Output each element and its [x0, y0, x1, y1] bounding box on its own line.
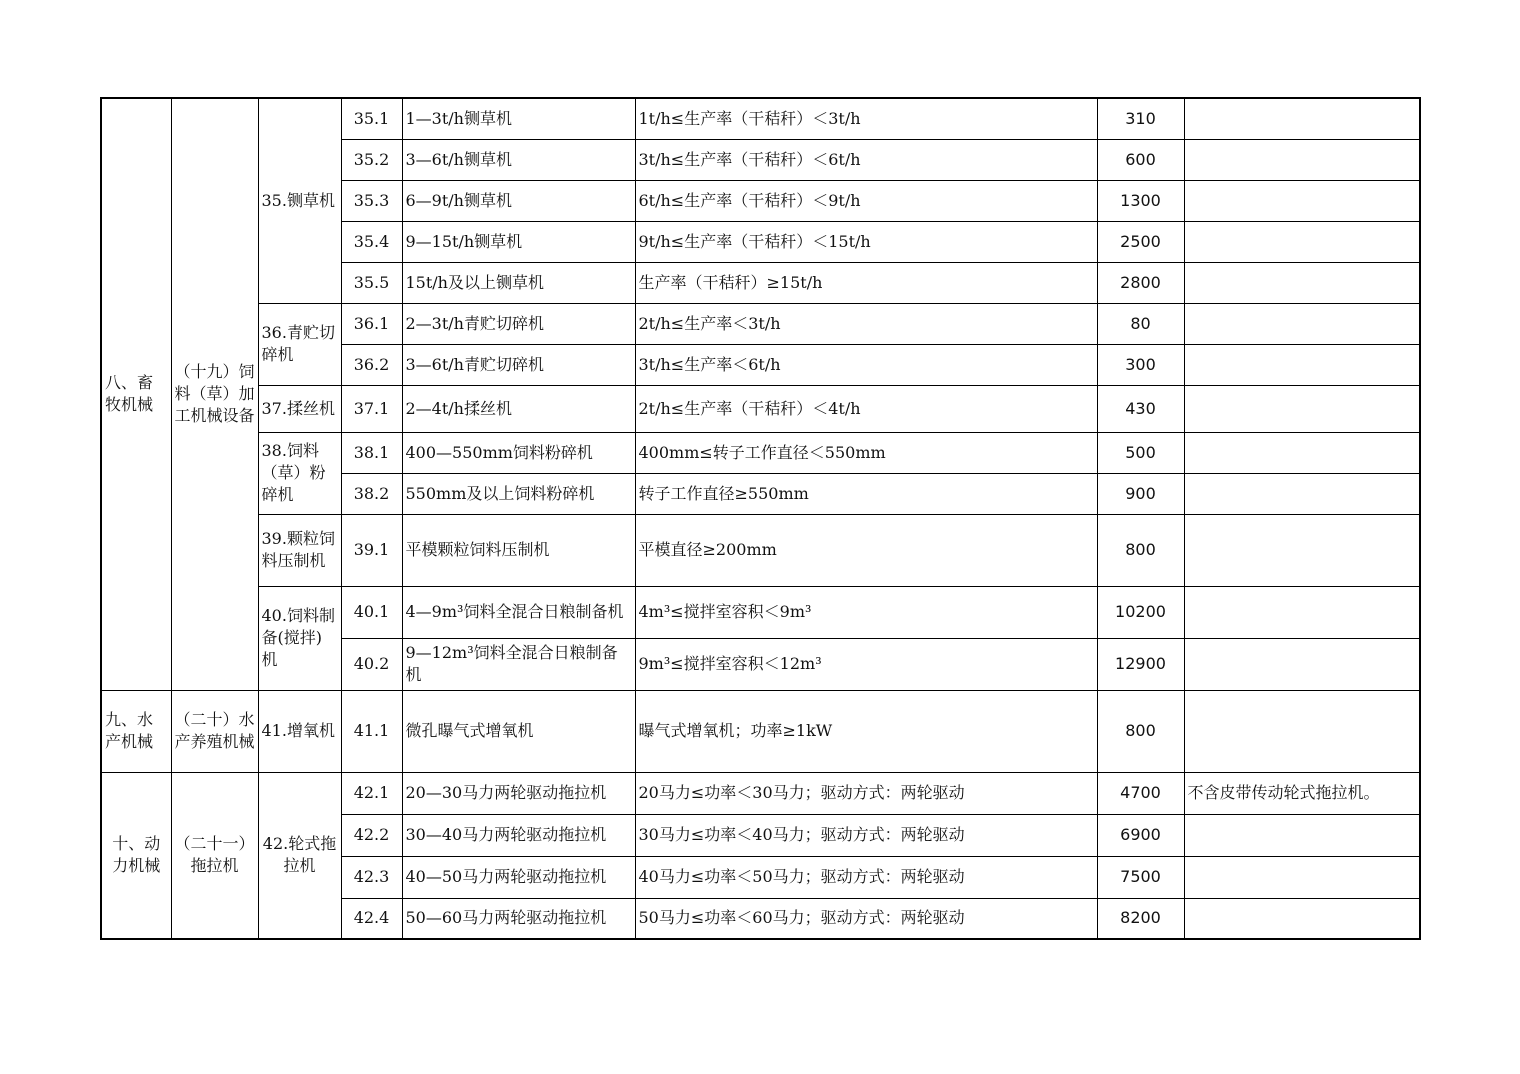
note-cell	[1184, 344, 1420, 385]
note-cell: 不含皮带传动轮式拖拉机。	[1184, 772, 1420, 814]
amount-cell: 300	[1097, 344, 1184, 385]
code-cell: 37.1	[341, 385, 402, 432]
subsidy-table	[100, 97, 1421, 940]
amount-cell: 6900	[1097, 814, 1184, 856]
amount-cell: 1300	[1097, 180, 1184, 221]
item-name-cell: 4—9m³饲料全混合日粮制备机	[402, 586, 635, 638]
item-category-cell: 42.轮式拖拉机	[258, 772, 341, 939]
spec-cell: 4m³≤搅拌室容积＜9m³	[635, 586, 1097, 638]
minor-category-cell: （二十）水产养殖机械	[171, 690, 258, 772]
code-cell: 39.1	[341, 514, 402, 586]
amount-cell: 600	[1097, 139, 1184, 180]
item-name-cell: 400—550mm饲料粉碎机	[402, 432, 635, 473]
amount-cell: 2800	[1097, 262, 1184, 303]
item-name-cell: 2—3t/h青贮切碎机	[402, 303, 635, 344]
code-cell: 40.1	[341, 586, 402, 638]
note-cell	[1184, 898, 1420, 939]
amount-cell: 800	[1097, 690, 1184, 772]
note-cell	[1184, 139, 1420, 180]
code-cell: 41.1	[341, 690, 402, 772]
item-category-cell: 36.青贮切碎机	[258, 303, 341, 385]
major-category-cell: 十、动力机械	[101, 772, 171, 939]
spec-cell: 平模直径≥200mm	[635, 514, 1097, 586]
item-category-cell: 37.揉丝机	[258, 385, 341, 432]
item-name-cell: 9—15t/h铡草机	[402, 221, 635, 262]
spec-cell: 50马力≤功率＜60马力；驱动方式：两轮驱动	[635, 898, 1097, 939]
code-cell: 35.5	[341, 262, 402, 303]
table-row	[101, 690, 1420, 772]
amount-cell: 2500	[1097, 221, 1184, 262]
item-name-cell: 2—4t/h揉丝机	[402, 385, 635, 432]
spec-cell: 400mm≤转子工作直径＜550mm	[635, 432, 1097, 473]
item-name-cell: 平模颗粒饲料压制机	[402, 514, 635, 586]
code-cell: 42.3	[341, 856, 402, 898]
note-cell	[1184, 690, 1420, 772]
amount-cell: 12900	[1097, 638, 1184, 690]
item-name-cell: 1—3t/h铡草机	[402, 98, 635, 139]
item-name-cell: 550mm及以上饲料粉碎机	[402, 473, 635, 514]
item-category-cell: 35.铡草机	[258, 98, 341, 303]
spec-cell: 6t/h≤生产率（干秸秆）＜9t/h	[635, 180, 1097, 221]
spec-cell: 40马力≤功率＜50马力；驱动方式：两轮驱动	[635, 856, 1097, 898]
spec-cell: 2t/h≤生产率（干秸秆）＜4t/h	[635, 385, 1097, 432]
spec-cell: 生产率（干秸秆）≥15t/h	[635, 262, 1097, 303]
table-row	[101, 432, 1420, 473]
amount-cell: 800	[1097, 514, 1184, 586]
item-category-cell: 38.饲料（草）粉碎机	[258, 432, 341, 514]
major-category-cell: 九、水产机械	[101, 690, 171, 772]
item-name-cell: 20—30马力两轮驱动拖拉机	[402, 772, 635, 814]
amount-cell: 7500	[1097, 856, 1184, 898]
note-cell	[1184, 514, 1420, 586]
code-cell: 36.1	[341, 303, 402, 344]
item-name-cell: 30—40马力两轮驱动拖拉机	[402, 814, 635, 856]
major-category-cell: 八、畜牧机械	[101, 98, 171, 690]
note-cell	[1184, 473, 1420, 514]
item-name-cell: 9—12m³饲料全混合日粮制备机	[402, 638, 635, 690]
table-body	[101, 98, 1420, 939]
item-name-cell: 40—50马力两轮驱动拖拉机	[402, 856, 635, 898]
spec-cell: 9t/h≤生产率（干秸秆）＜15t/h	[635, 221, 1097, 262]
code-cell: 42.1	[341, 772, 402, 814]
spec-cell: 9m³≤搅拌室容积＜12m³	[635, 638, 1097, 690]
item-category-cell: 39.颗粒饲料压制机	[258, 514, 341, 586]
code-cell: 38.2	[341, 473, 402, 514]
amount-cell: 8200	[1097, 898, 1184, 939]
table-row	[101, 514, 1420, 586]
note-cell	[1184, 586, 1420, 638]
amount-cell: 4700	[1097, 772, 1184, 814]
item-name-cell: 微孔曝气式增氧机	[402, 690, 635, 772]
item-name-cell: 3—6t/h铡草机	[402, 139, 635, 180]
item-category-cell: 41.增氧机	[258, 690, 341, 772]
spec-cell: 3t/h≤生产率（干秸秆）＜6t/h	[635, 139, 1097, 180]
note-cell	[1184, 856, 1420, 898]
table-row	[101, 385, 1420, 432]
spec-cell: 3t/h≤生产率＜6t/h	[635, 344, 1097, 385]
amount-cell: 430	[1097, 385, 1184, 432]
item-name-cell: 3—6t/h青贮切碎机	[402, 344, 635, 385]
code-cell: 35.2	[341, 139, 402, 180]
minor-category-cell: （十九）饲料（草）加工机械设备	[171, 98, 258, 690]
note-cell	[1184, 385, 1420, 432]
amount-cell: 80	[1097, 303, 1184, 344]
code-cell: 36.2	[341, 344, 402, 385]
item-category-cell: 40.饲料制备(搅拌)机	[258, 586, 341, 690]
code-cell: 35.1	[341, 98, 402, 139]
code-cell: 35.3	[341, 180, 402, 221]
amount-cell: 500	[1097, 432, 1184, 473]
spec-cell: 30马力≤功率＜40马力；驱动方式：两轮驱动	[635, 814, 1097, 856]
code-cell: 42.4	[341, 898, 402, 939]
note-cell	[1184, 221, 1420, 262]
table-row	[101, 772, 1420, 814]
item-name-cell: 15t/h及以上铡草机	[402, 262, 635, 303]
code-cell: 42.2	[341, 814, 402, 856]
note-cell	[1184, 432, 1420, 473]
note-cell	[1184, 180, 1420, 221]
note-cell	[1184, 98, 1420, 139]
spec-cell: 20马力≤功率＜30马力；驱动方式：两轮驱动	[635, 772, 1097, 814]
note-cell	[1184, 303, 1420, 344]
spec-cell: 2t/h≤生产率＜3t/h	[635, 303, 1097, 344]
table-row	[101, 303, 1420, 344]
amount-cell: 310	[1097, 98, 1184, 139]
spec-cell: 1t/h≤生产率（干秸秆）＜3t/h	[635, 98, 1097, 139]
item-name-cell: 6—9t/h铡草机	[402, 180, 635, 221]
item-name-cell: 50—60马力两轮驱动拖拉机	[402, 898, 635, 939]
note-cell	[1184, 262, 1420, 303]
table-row	[101, 98, 1420, 139]
minor-category-cell: （二十一）拖拉机	[171, 772, 258, 939]
code-cell: 40.2	[341, 638, 402, 690]
code-cell: 38.1	[341, 432, 402, 473]
note-cell	[1184, 814, 1420, 856]
note-cell	[1184, 638, 1420, 690]
table-row	[101, 586, 1420, 638]
amount-cell: 900	[1097, 473, 1184, 514]
code-cell: 35.4	[341, 221, 402, 262]
amount-cell: 10200	[1097, 586, 1184, 638]
spec-cell: 转子工作直径≥550mm	[635, 473, 1097, 514]
spec-cell: 曝气式增氧机；功率≥1kW	[635, 690, 1097, 772]
